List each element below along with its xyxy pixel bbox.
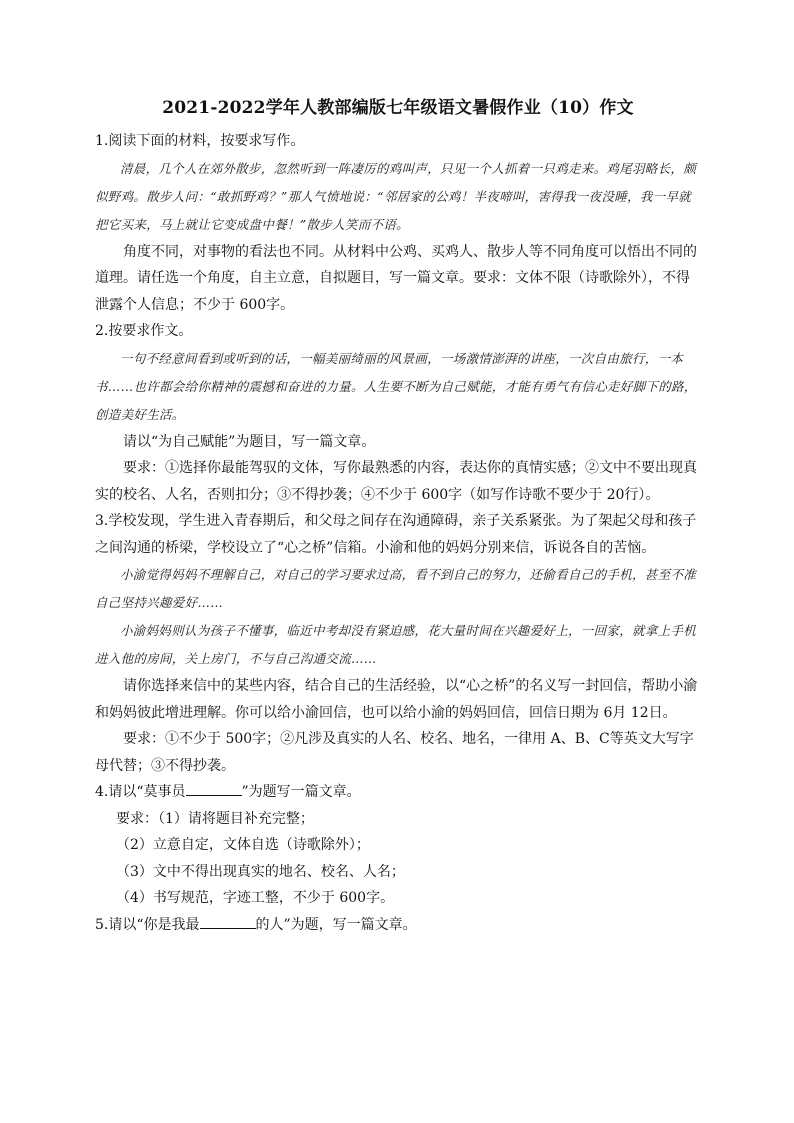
question-2-material: 一句不经意间看到或听到的话，一幅美丽绮丽的风景画，一场激情澎湃的讲座，一次自由旅行，一本书……也许都会给你精神的震撼和奋进的力量。人生要不断为自己赋能，才能有勇气有信心走好脚下的路，创造美好生活。: [95, 350, 697, 422]
question-4-head: [95, 779, 701, 806]
question-3-task: 请你选择来信中的某些内容，结合自己的生活经验，以“心之桥”的名义写一封回信，帮助小渝和妈妈彼此增进理解。你可以给小渝回信，也可以给小渝的妈妈回信，回信日期为 6月 12日。: [95, 678, 698, 721]
question-5-head-pre: 5.请以“你是我最: [95, 916, 200, 933]
question-3-material-1: 小渝觉得妈妈不理解自己，对自己的学习要求过高，看不到自己的努力，还偷看自己的手机，甚至不准自己坚持兴趣爱好……: [95, 567, 697, 610]
question-1-material: 清晨，几个人在郊外散步，忽然听到一阵凄厉的鸡叫声，只见一个人抓着一只鸡走来。鸡尾羽略长，颇似野鸡。散步人问：“敢抓野鸡？”那人气愤地说：“邻居家的公鸡！半夜啼叫，害得我一夜没睡，我一早就把它买来，马上就让它变成盘中餐！”散步人笑而不语。: [95, 160, 697, 232]
fill-blank-line: [186, 781, 242, 796]
question-1-task: 角度不同，对事物的看法也不同。从材料中公鸡、买鸡人、散步人等不同角度可以悟出不同的道理。请任选一个角度，自主立意，自拟题目，写一篇文章。要求：文体不限（诗歌除外），不得泄露个人信息；不少于 600字。: [95, 243, 697, 313]
question-4-req-3: （3）文中不得出现真实的地名、校名、人名；: [116, 863, 405, 880]
question-2-requirements: 要求：①选择你最能驾驭的文体，写你最熟悉的内容，表达你的真情实感；②文中不要出现真实的校名、人名，否则扣分；③不得抄袭；④不少于 600字（如写作诗歌不要少于 20行）。: [95, 460, 697, 503]
question-4-head-pre: 4.请以“莫事员: [95, 784, 186, 800]
document-content: [95, 96, 701, 938]
question-3-requirements: 要求：①不少于 500字；②凡涉及真实的人名、校名、地名，一律用 A、B、C等英文大写字母代替；③不得抄袭。: [95, 731, 694, 774]
question-3-head: 3.学校发现，学生进入青春期后，和父母之间存在沟通障碍，亲子关系紧张。为了架起父母和孩子之间沟通的桥梁，学校设立了“心之桥”信箱。小渝和他的妈妈分别来信，诉说各自的苦恼。: [95, 513, 697, 556]
question-2-task: 请以“为自己赋能”为题目，写一篇文章。: [123, 433, 376, 450]
question-4-head-post: ”为题写一篇文章。: [241, 784, 361, 800]
question-1-head: 1.阅读下面的材料，按要求写作。: [95, 133, 305, 149]
page-title: 2021-2022学年人教部编版七年级语文暑假作业（10）作文: [162, 98, 634, 118]
question-4-req-4: （4）书写规范，字迹工整，不少于 600字。: [116, 890, 395, 906]
question-4-req-1: 要求：（1）请将题目补充完整；: [116, 810, 314, 827]
question-4-req-2: （2）立意自定，文体自选（诗歌除外）；: [116, 837, 370, 853]
question-3-material-2: 小渝妈妈则认为孩子不懂事，临近中考却没有紧迫感，花大量时间在兴趣爱好上，一回家，就拿上手机进入他的房间，关上房门，不与自己沟通交流……: [95, 623, 697, 666]
question-5-head-post: 的人”为题，写一篇文章。: [255, 916, 417, 933]
question-2-head: 2.按要求作文。: [95, 323, 193, 339]
question-5-head: [95, 912, 701, 939]
fill-blank-line: [200, 914, 256, 929]
